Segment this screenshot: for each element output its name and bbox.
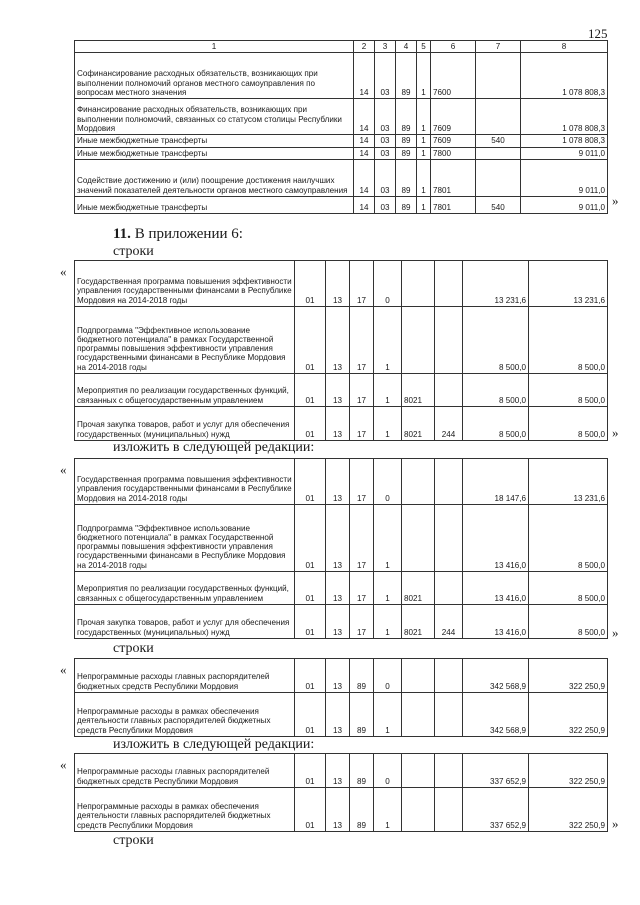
cell-program: 89 bbox=[350, 754, 374, 788]
table-row bbox=[75, 307, 608, 374]
cell-subprogram: 1 bbox=[417, 53, 431, 99]
cell-subprogram: 1 bbox=[374, 572, 402, 605]
cell-subprogram: 1 bbox=[374, 374, 402, 407]
cell-amount: 337 652,9 bbox=[463, 788, 529, 832]
cell-subsection: 13 bbox=[326, 659, 350, 693]
cell-expense-type bbox=[435, 307, 463, 374]
table-row bbox=[75, 261, 608, 307]
cell-amount: 1 078 808,3 bbox=[521, 53, 608, 99]
new-edition-label: изложить в следующей редакции: bbox=[113, 737, 315, 752]
table-row bbox=[75, 505, 608, 572]
cell-subprogram: 1 bbox=[374, 693, 402, 737]
cell-section: 01 bbox=[295, 261, 326, 307]
cell-code bbox=[402, 307, 435, 374]
cell-amount: 9 011,0 bbox=[521, 159, 608, 196]
cell-section: 14 bbox=[354, 99, 375, 135]
cell-amount: 8 500,0 bbox=[529, 572, 608, 605]
cell-amount: 8 500,0 bbox=[463, 307, 529, 374]
row-name: Подпрограмма "Эффективное использование бюджетного потенциала" в рамках Государственной программы повышения эффективности управления государственными финансами в Республике Мордовия на 2014-2018 годы bbox=[75, 307, 295, 374]
cell-amount: 8 500,0 bbox=[463, 374, 529, 407]
cell-subprogram: 1 bbox=[374, 307, 402, 374]
cell-section: 01 bbox=[295, 407, 326, 441]
cell-program: 17 bbox=[350, 459, 374, 505]
cell-subsection: 13 bbox=[326, 407, 350, 441]
cell-amount: 322 250,9 bbox=[529, 754, 608, 788]
closing-quote: » bbox=[612, 193, 619, 208]
page-number: 125 bbox=[588, 26, 608, 41]
cell-code: 8021 bbox=[402, 605, 435, 639]
cell-program: 89 bbox=[350, 788, 374, 832]
cell-subprogram: 0 bbox=[374, 659, 402, 693]
cell-code: 7609 bbox=[431, 99, 476, 135]
cell-program: 89 bbox=[396, 135, 417, 147]
cell-amount: 342 568,9 bbox=[463, 659, 529, 693]
cell-expense-type bbox=[476, 53, 521, 99]
cell-amount: 337 652,9 bbox=[463, 754, 529, 788]
table-row bbox=[75, 147, 608, 159]
cell-amount: 9 011,0 bbox=[521, 196, 608, 213]
table-row bbox=[75, 659, 608, 693]
table-row bbox=[75, 53, 608, 99]
cell-program: 89 bbox=[396, 53, 417, 99]
cell-subsection: 03 bbox=[375, 99, 396, 135]
cell-section: 14 bbox=[354, 159, 375, 196]
row-name: Непрограммные расходы главных распорядителей бюджетных средств Республики Мордовия bbox=[75, 659, 295, 693]
cell-subprogram: 1 bbox=[417, 99, 431, 135]
row-name: Содействие достижению и (или) поощрение достижения наилучших значений показателей деятельности органов местного самоуправления bbox=[75, 159, 354, 196]
cell-code: 8021 bbox=[402, 572, 435, 605]
closing-quote: » bbox=[612, 625, 619, 640]
cell-expense-type bbox=[435, 459, 463, 505]
cell-program: 17 bbox=[350, 505, 374, 572]
header-cell: 3 bbox=[375, 41, 396, 53]
cell-code: 7801 bbox=[431, 159, 476, 196]
cell-subsection: 13 bbox=[326, 572, 350, 605]
opening-quote: « bbox=[60, 757, 67, 772]
cell-amount: 322 250,9 bbox=[529, 693, 608, 737]
cell-program: 89 bbox=[350, 659, 374, 693]
cell-amount: 8 500,0 bbox=[529, 605, 608, 639]
cell-subprogram: 1 bbox=[417, 147, 431, 159]
cell-amount: 1 078 808,3 bbox=[521, 135, 608, 147]
table-row bbox=[75, 407, 608, 441]
cell-amount: 1 078 808,3 bbox=[521, 99, 608, 135]
cell-expense-type bbox=[435, 788, 463, 832]
cell-subprogram: 0 bbox=[374, 459, 402, 505]
cell-expense-type: 540 bbox=[476, 196, 521, 213]
cell-subsection: 13 bbox=[326, 693, 350, 737]
cell-amount: 13 416,0 bbox=[463, 505, 529, 572]
cell-section: 01 bbox=[295, 788, 326, 832]
cell-code bbox=[402, 659, 435, 693]
rows-label: строки bbox=[113, 244, 154, 259]
cell-amount: 8 500,0 bbox=[529, 374, 608, 407]
cell-program: 89 bbox=[396, 147, 417, 159]
cell-code bbox=[402, 459, 435, 505]
cell-subsection: 13 bbox=[326, 788, 350, 832]
cell-subprogram: 1 bbox=[417, 135, 431, 147]
table-row bbox=[75, 788, 608, 832]
cell-expense-type bbox=[435, 572, 463, 605]
cell-subprogram: 1 bbox=[417, 159, 431, 196]
cell-section: 14 bbox=[354, 147, 375, 159]
cell-section: 01 bbox=[295, 505, 326, 572]
section-heading bbox=[113, 226, 243, 243]
cell-code bbox=[402, 505, 435, 572]
row-name: Софинансирование расходных обязательств, возникающих при выполнении полномочий органов местного самоуправления по вопросам местного значения bbox=[75, 53, 354, 99]
cell-subprogram: 1 bbox=[417, 196, 431, 213]
row-name: Непрограммные расходы главных распорядителей бюджетных средств Республики Мордовия bbox=[75, 754, 295, 788]
table-row bbox=[75, 605, 608, 639]
cell-expense-type bbox=[435, 505, 463, 572]
cell-subprogram: 1 bbox=[374, 505, 402, 572]
budget-table-continuation bbox=[74, 40, 608, 214]
row-name: Мероприятия по реализации государственных функций, связанных с общегосударственным управлением bbox=[75, 572, 295, 605]
cell-amount: 8 500,0 bbox=[529, 307, 608, 374]
cell-expense-type bbox=[435, 374, 463, 407]
row-name: Иные межбюджетные трансферты bbox=[75, 196, 354, 213]
header-cell: 2 bbox=[354, 41, 375, 53]
cell-code: 7600 bbox=[431, 53, 476, 99]
cell-section: 01 bbox=[295, 754, 326, 788]
cell-section: 01 bbox=[295, 605, 326, 639]
section-number: 11. bbox=[113, 226, 131, 242]
cell-expense-type: 540 bbox=[476, 135, 521, 147]
cell-code bbox=[402, 754, 435, 788]
table-row bbox=[75, 159, 608, 196]
cell-amount: 322 250,9 bbox=[529, 788, 608, 832]
cell-code: 7800 bbox=[431, 147, 476, 159]
cell-expense-type bbox=[476, 159, 521, 196]
cell-program: 17 bbox=[350, 572, 374, 605]
cell-subsection: 03 bbox=[375, 53, 396, 99]
cell-code bbox=[402, 693, 435, 737]
cell-program: 17 bbox=[350, 605, 374, 639]
cell-amount: 13 231,6 bbox=[529, 261, 608, 307]
cell-subprogram: 0 bbox=[374, 754, 402, 788]
row-name: Финансирование расходных обязательств, возникающих при выполнении полномочий, связанных со статусом столицы Республики Мордовия bbox=[75, 99, 354, 135]
cell-subsection: 13 bbox=[326, 459, 350, 505]
cell-section: 01 bbox=[295, 572, 326, 605]
cell-program: 17 bbox=[350, 407, 374, 441]
rows-label: строки bbox=[113, 641, 154, 656]
cell-amount: 8 500,0 bbox=[529, 505, 608, 572]
row-name: Подпрограмма "Эффективное использование бюджетного потенциала" в рамках Государственной программы повышения эффективности управления государственными финансами в Республике Мордовия на 2014-2018 годы bbox=[75, 505, 295, 572]
cell-amount: 18 147,6 bbox=[463, 459, 529, 505]
row-name: Непрограммные расходы в рамках обеспечения деятельности главных распорядителей бюджетных средств Республики Мордовия bbox=[75, 693, 295, 737]
cell-subprogram: 0 bbox=[374, 261, 402, 307]
cell-subsection: 13 bbox=[326, 307, 350, 374]
cell-amount: 13 231,6 bbox=[529, 459, 608, 505]
cell-section: 01 bbox=[295, 659, 326, 693]
cell-expense-type bbox=[476, 147, 521, 159]
table-row bbox=[75, 135, 608, 147]
new-edition-label: изложить в следующей редакции: bbox=[113, 440, 315, 455]
cell-subprogram: 1 bbox=[374, 605, 402, 639]
cell-amount: 342 568,9 bbox=[463, 693, 529, 737]
cell-section: 14 bbox=[354, 196, 375, 213]
cell-code bbox=[402, 261, 435, 307]
row-name: Иные межбюджетные трансферты bbox=[75, 135, 354, 147]
row-name: Мероприятия по реализации государственных функций, связанных с общегосударственным управлением bbox=[75, 374, 295, 407]
header-cell: 7 bbox=[476, 41, 521, 53]
cell-amount: 8 500,0 bbox=[529, 407, 608, 441]
cell-amount: 13 416,0 bbox=[463, 572, 529, 605]
cell-amount: 322 250,9 bbox=[529, 659, 608, 693]
cell-section: 14 bbox=[354, 135, 375, 147]
cell-program: 17 bbox=[350, 261, 374, 307]
table-row bbox=[75, 459, 608, 505]
cell-section: 14 bbox=[354, 53, 375, 99]
cell-expense-type bbox=[435, 693, 463, 737]
cell-subsection: 03 bbox=[375, 147, 396, 159]
section-title: В приложении 6: bbox=[130, 226, 243, 242]
header-cell: 5 bbox=[417, 41, 431, 53]
cell-program: 17 bbox=[350, 374, 374, 407]
table-row bbox=[75, 693, 608, 737]
cell-program: 89 bbox=[396, 196, 417, 213]
program-table-old bbox=[74, 260, 608, 441]
cell-program: 17 bbox=[350, 307, 374, 374]
cell-subprogram: 1 bbox=[374, 788, 402, 832]
row-name: Иные межбюджетные трансферты bbox=[75, 147, 354, 159]
closing-quote: » bbox=[612, 425, 619, 440]
cell-amount: 13 231,6 bbox=[463, 261, 529, 307]
cell-subsection: 13 bbox=[326, 754, 350, 788]
nonprogram-table-new bbox=[74, 753, 608, 832]
cell-amount: 8 500,0 bbox=[463, 407, 529, 441]
cell-subsection: 13 bbox=[326, 505, 350, 572]
program-table-new bbox=[74, 458, 608, 639]
table-header-row bbox=[75, 41, 608, 53]
cell-expense-type bbox=[476, 99, 521, 135]
cell-expense-type: 244 bbox=[435, 605, 463, 639]
cell-subsection: 03 bbox=[375, 135, 396, 147]
cell-section: 01 bbox=[295, 693, 326, 737]
table-row bbox=[75, 754, 608, 788]
table-row bbox=[75, 99, 608, 135]
cell-code: 8021 bbox=[402, 374, 435, 407]
closing-quote: » bbox=[612, 816, 619, 831]
cell-program: 89 bbox=[396, 159, 417, 196]
cell-amount: 13 416,0 bbox=[463, 605, 529, 639]
opening-quote: « bbox=[60, 462, 67, 477]
cell-subsection: 13 bbox=[326, 605, 350, 639]
rows-label: строки bbox=[113, 833, 154, 848]
cell-amount: 9 011,0 bbox=[521, 147, 608, 159]
cell-subprogram: 1 bbox=[374, 407, 402, 441]
opening-quote: « bbox=[60, 662, 67, 677]
cell-code: 7609 bbox=[431, 135, 476, 147]
row-name: Прочая закупка товаров, работ и услуг для обеспечения государственных (муниципальных) нужд bbox=[75, 407, 295, 441]
cell-subsection: 13 bbox=[326, 261, 350, 307]
table-row bbox=[75, 196, 608, 213]
cell-code bbox=[402, 788, 435, 832]
cell-subsection: 13 bbox=[326, 374, 350, 407]
row-name: Государственная программа повышения эффективности управления государственными финансами в Республике Мордовия на 2014-2018 годы bbox=[75, 459, 295, 505]
cell-code: 8021 bbox=[402, 407, 435, 441]
cell-program: 89 bbox=[350, 693, 374, 737]
opening-quote: « bbox=[60, 264, 67, 279]
cell-expense-type bbox=[435, 659, 463, 693]
cell-expense-type bbox=[435, 261, 463, 307]
header-cell: 6 bbox=[431, 41, 476, 53]
cell-expense-type: 244 bbox=[435, 407, 463, 441]
row-name: Государственная программа повышения эффективности управления государственными финансами в Республике Мордовия на 2014-2018 годы bbox=[75, 261, 295, 307]
cell-subsection: 03 bbox=[375, 196, 396, 213]
cell-subsection: 03 bbox=[375, 159, 396, 196]
row-name: Прочая закупка товаров, работ и услуг для обеспечения государственных (муниципальных) нужд bbox=[75, 605, 295, 639]
table-row bbox=[75, 572, 608, 605]
row-name: Непрограммные расходы в рамках обеспечения деятельности главных распорядителей бюджетных средств Республики Мордовия bbox=[75, 788, 295, 832]
header-cell: 4 bbox=[396, 41, 417, 53]
nonprogram-table-old bbox=[74, 658, 608, 737]
cell-program: 89 bbox=[396, 99, 417, 135]
cell-expense-type bbox=[435, 754, 463, 788]
header-cell: 8 bbox=[521, 41, 608, 53]
header-cell: 1 bbox=[75, 41, 354, 53]
cell-section: 01 bbox=[295, 307, 326, 374]
table-row bbox=[75, 374, 608, 407]
cell-code: 7801 bbox=[431, 196, 476, 213]
cell-section: 01 bbox=[295, 459, 326, 505]
cell-section: 01 bbox=[295, 374, 326, 407]
